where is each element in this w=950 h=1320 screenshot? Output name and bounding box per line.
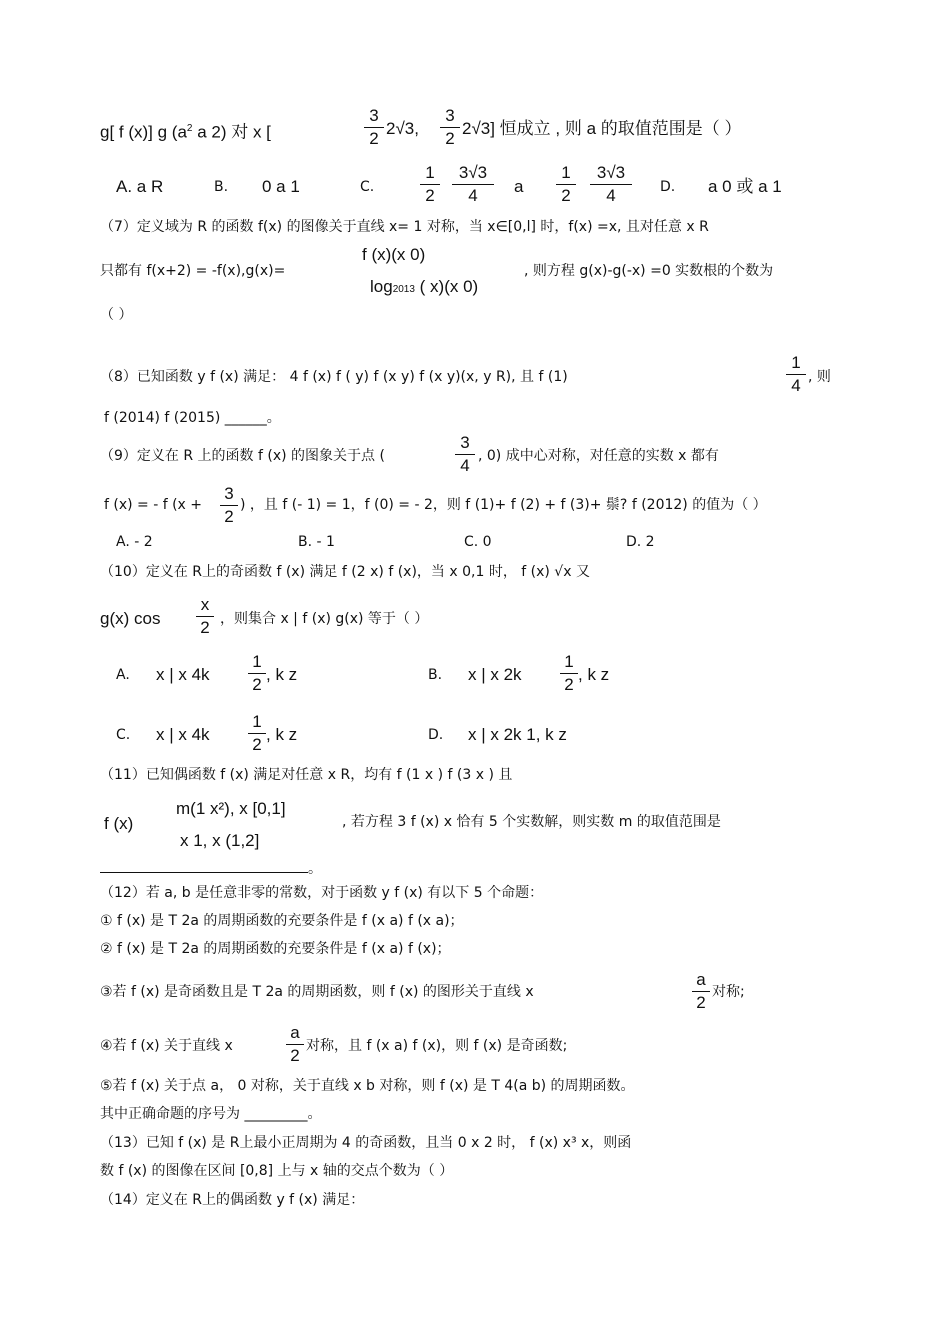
q6-condition xyxy=(100,120,271,142)
q6-option-a: A. a R xyxy=(116,177,164,196)
q6-c-a: a xyxy=(514,177,524,196)
q8-after: , 则 xyxy=(808,369,831,385)
q10-a-kz: , k z xyxy=(266,665,298,684)
frac-num: 3√3 xyxy=(596,163,626,182)
q14-line-1: （14）定义在 R上的偶函数 y f (x) 满足： xyxy=(100,1192,365,1208)
q10-line-2a: g(x) cos xyxy=(100,609,161,628)
q12-item-4a: ④若 f (x) 关于直线 x xyxy=(100,1038,233,1054)
log-arg: ( x)(x 0) xyxy=(414,277,479,296)
q6-frac-1 xyxy=(364,106,384,149)
q9-line-1b: , 0) 成中心对称，对任意的实数 x 都有 xyxy=(478,448,719,464)
q9-line-1a: （9）定义在 R 上的函数 f (x) 的图象关于点 ( xyxy=(100,448,385,464)
q11-piece-top: m(1 x²), x [0,1] xyxy=(176,799,286,818)
q10-line-2b: ，则集合 x | f (x) g(x) 等于（ ） xyxy=(220,611,429,627)
q10-frac xyxy=(196,595,214,638)
frac-num: 1 xyxy=(791,353,801,372)
log-base: 2013 xyxy=(392,284,415,295)
q6-c-frac-4 xyxy=(590,163,632,206)
frac-den: 2 xyxy=(561,186,571,205)
frac-den: 4 xyxy=(791,376,801,395)
q10-b-half xyxy=(560,652,578,695)
q7-line-2-tail: , 则方程 g(x)-g(-x) =0 实数根的个数为 xyxy=(524,263,774,279)
q11-piece-bottom: x 1, x (1,2] xyxy=(180,831,260,850)
q10-line-1: （10）定义在 R上的奇函数 f (x) 满足 f (2 x) f (x)，当 x 0,1 时， f (x) √x 又 xyxy=(100,564,590,580)
frac-num: a xyxy=(290,1023,300,1042)
q10-option-a-label: A. xyxy=(116,667,130,683)
q12-item-3a: ③若 f (x) 是奇函数且是 T 2a 的周期函数，则 f (x) 的图形关于直线 x xyxy=(100,984,534,1000)
q6-mid: a 2) 对 x [ xyxy=(192,122,271,142)
q9-option-a: A. - 2 xyxy=(116,534,153,550)
q6-option-b: 0 a 1 xyxy=(262,177,300,196)
q6-c-frac-3 xyxy=(556,163,576,206)
q6-frac-2 xyxy=(440,106,460,149)
q10-option-c: x | x 4k xyxy=(156,725,210,744)
q6-option-d-label: D. xyxy=(660,179,676,195)
q7-line-2-lead: 只都有 f(x+2) = -f(x),g(x)= xyxy=(100,263,286,279)
q7-line-1: （7）定义域为 R 的函数 f(x) 的图像关于直线 x= 1 对称，当 x∈[0,l] 时，f(x) =x, 且对任意 x R xyxy=(100,219,709,235)
frac-num: 1 xyxy=(564,652,574,671)
q10-option-b-label: B. xyxy=(428,667,443,683)
q6-option-d: a 0 或 a 1 xyxy=(708,177,782,196)
frac-den: 2 xyxy=(252,735,262,754)
q10-c-half xyxy=(248,712,266,755)
frac-den: 2 xyxy=(564,675,574,694)
q6-part3: 2√3] 恒成立 , 则 a 的取值范围是（ ） xyxy=(462,119,742,138)
frac-num: 1 xyxy=(252,652,262,671)
q7-piece-top: f (x)(x 0) xyxy=(362,245,426,264)
frac-den: 4 xyxy=(460,456,470,475)
q6-lead: g[ f (x)] g (a xyxy=(100,122,187,142)
q6-option-c-label: C. xyxy=(360,179,375,195)
frac-den: 4 xyxy=(606,186,616,205)
q9-option-c: C. 0 xyxy=(464,534,492,550)
frac-num: 3 xyxy=(224,484,234,503)
frac-num: 3 xyxy=(445,106,455,125)
q12-item-2: ② f (x) 是 T 2a 的周期函数的充要条件是 f (x a) f (x)； xyxy=(100,941,451,957)
q8-frac xyxy=(786,353,806,396)
q9-option-d: D. 2 xyxy=(626,534,655,550)
q9-frac xyxy=(455,433,475,476)
q11-answer-blank[interactable] xyxy=(100,872,308,873)
frac-num: a xyxy=(696,970,706,989)
q10-option-a: x | x 4k xyxy=(156,665,210,684)
q9-frac-2 xyxy=(220,484,238,527)
frac-den: 2 xyxy=(224,507,234,526)
q11-tail: , 若方程 3 f (x) x 恰有 5 个实数解，则实数 m 的取值范围是 xyxy=(342,814,721,830)
q10-option-d-label: D. xyxy=(428,727,444,743)
q8-line-2: f (2014) f (2015) ______。 xyxy=(104,410,281,426)
q10-c-kz: , k z xyxy=(266,725,298,744)
q12-item-3b: 对称; xyxy=(712,984,745,1000)
frac-den: 2 xyxy=(200,618,210,637)
q12-item-1: ① f (x) 是 T 2a 的周期函数的充要条件是 f (x a) f (x a)； xyxy=(100,913,464,929)
frac-num: 3 xyxy=(369,106,379,125)
q11-line-1: （11）已知偶函数 f (x) 满足对任意 x R，均有 f (1 x ) f (3 x ) 且 xyxy=(100,767,513,783)
frac-den: 2 xyxy=(252,675,262,694)
q6-part2: 2√3, xyxy=(386,119,419,138)
q10-b-kz: , k z xyxy=(578,665,610,684)
frac-num: 3 xyxy=(460,433,470,452)
q7-piece-bottom xyxy=(370,278,478,299)
frac-num: 1 xyxy=(252,712,262,731)
frac-num: x xyxy=(200,595,210,614)
q13-line-1: （13）已知 f (x) 是 R上最小正周期为 4 的奇函数，且当 0 x 2 时， f (x) x³ x，则函 xyxy=(100,1135,632,1151)
q12-item-4b: 对称，且 f (x a) f (x)，则 f (x) 是奇函数; xyxy=(306,1038,568,1054)
q9-option-b: B. - 1 xyxy=(298,534,335,550)
frac-num: 3√3 xyxy=(458,163,488,182)
q12-line-1: （12）若 a, b 是任意非零的常数，对于函数 y f (x) 有以下 5 个命题： xyxy=(100,885,544,901)
q12-item-4-frac xyxy=(286,1023,304,1066)
frac-num: 1 xyxy=(561,163,571,182)
frac-num: 1 xyxy=(425,163,435,182)
q9-line-2b: ) ，且 f (- 1) = 1，f (0) = - 2，则 f (1)+ f (2) + f (3)+ 鬃? f (2012) 的值为（ ） xyxy=(240,497,767,513)
frac-den: 2 xyxy=(696,993,706,1012)
q10-option-c-label: C. xyxy=(116,727,131,743)
q10-a-half xyxy=(248,652,266,695)
q10-option-b: x | x 2k xyxy=(468,665,522,684)
q10-option-d: x | x 2k 1, k z xyxy=(468,725,567,744)
frac-den: 4 xyxy=(468,186,478,205)
q12-item-5: ⑤若 f (x) 关于点 a， 0 对称，关于直线 x b 对称，则 f (x) 是 T 4(a b) 的周期函数。 xyxy=(100,1078,635,1094)
frac-den: 2 xyxy=(445,129,455,148)
frac-den: 2 xyxy=(369,129,379,148)
q6-sup: 2 xyxy=(186,123,193,134)
q6-c-frac-1 xyxy=(420,163,440,206)
log-text: log xyxy=(370,277,393,296)
q6-option-b-label: B. xyxy=(214,179,229,195)
q6-c-frac-2 xyxy=(452,163,494,206)
q12-conclusion: 其中正确命题的序号为 _________。 xyxy=(100,1106,322,1122)
frac-den: 2 xyxy=(290,1046,300,1065)
q7-paren: （ ） xyxy=(100,307,133,323)
q12-item-3-frac xyxy=(692,970,710,1013)
q11-f-lead: f (x) xyxy=(104,814,134,833)
q9-line-2a: f (x) = - f (x + xyxy=(104,497,203,513)
q11-end: 。 xyxy=(308,861,322,877)
q8-line-1: （8）已知函数 y f (x) 满足： 4 f (x) f ( y) f (x y) f (x y)(x, y R), 且 f (1) xyxy=(100,369,568,385)
frac-den: 2 xyxy=(425,186,435,205)
q13-line-2: 数 f (x) 的图像在区间 [0,8] 上与 x 轴的交点个数为（ ） xyxy=(100,1163,454,1179)
